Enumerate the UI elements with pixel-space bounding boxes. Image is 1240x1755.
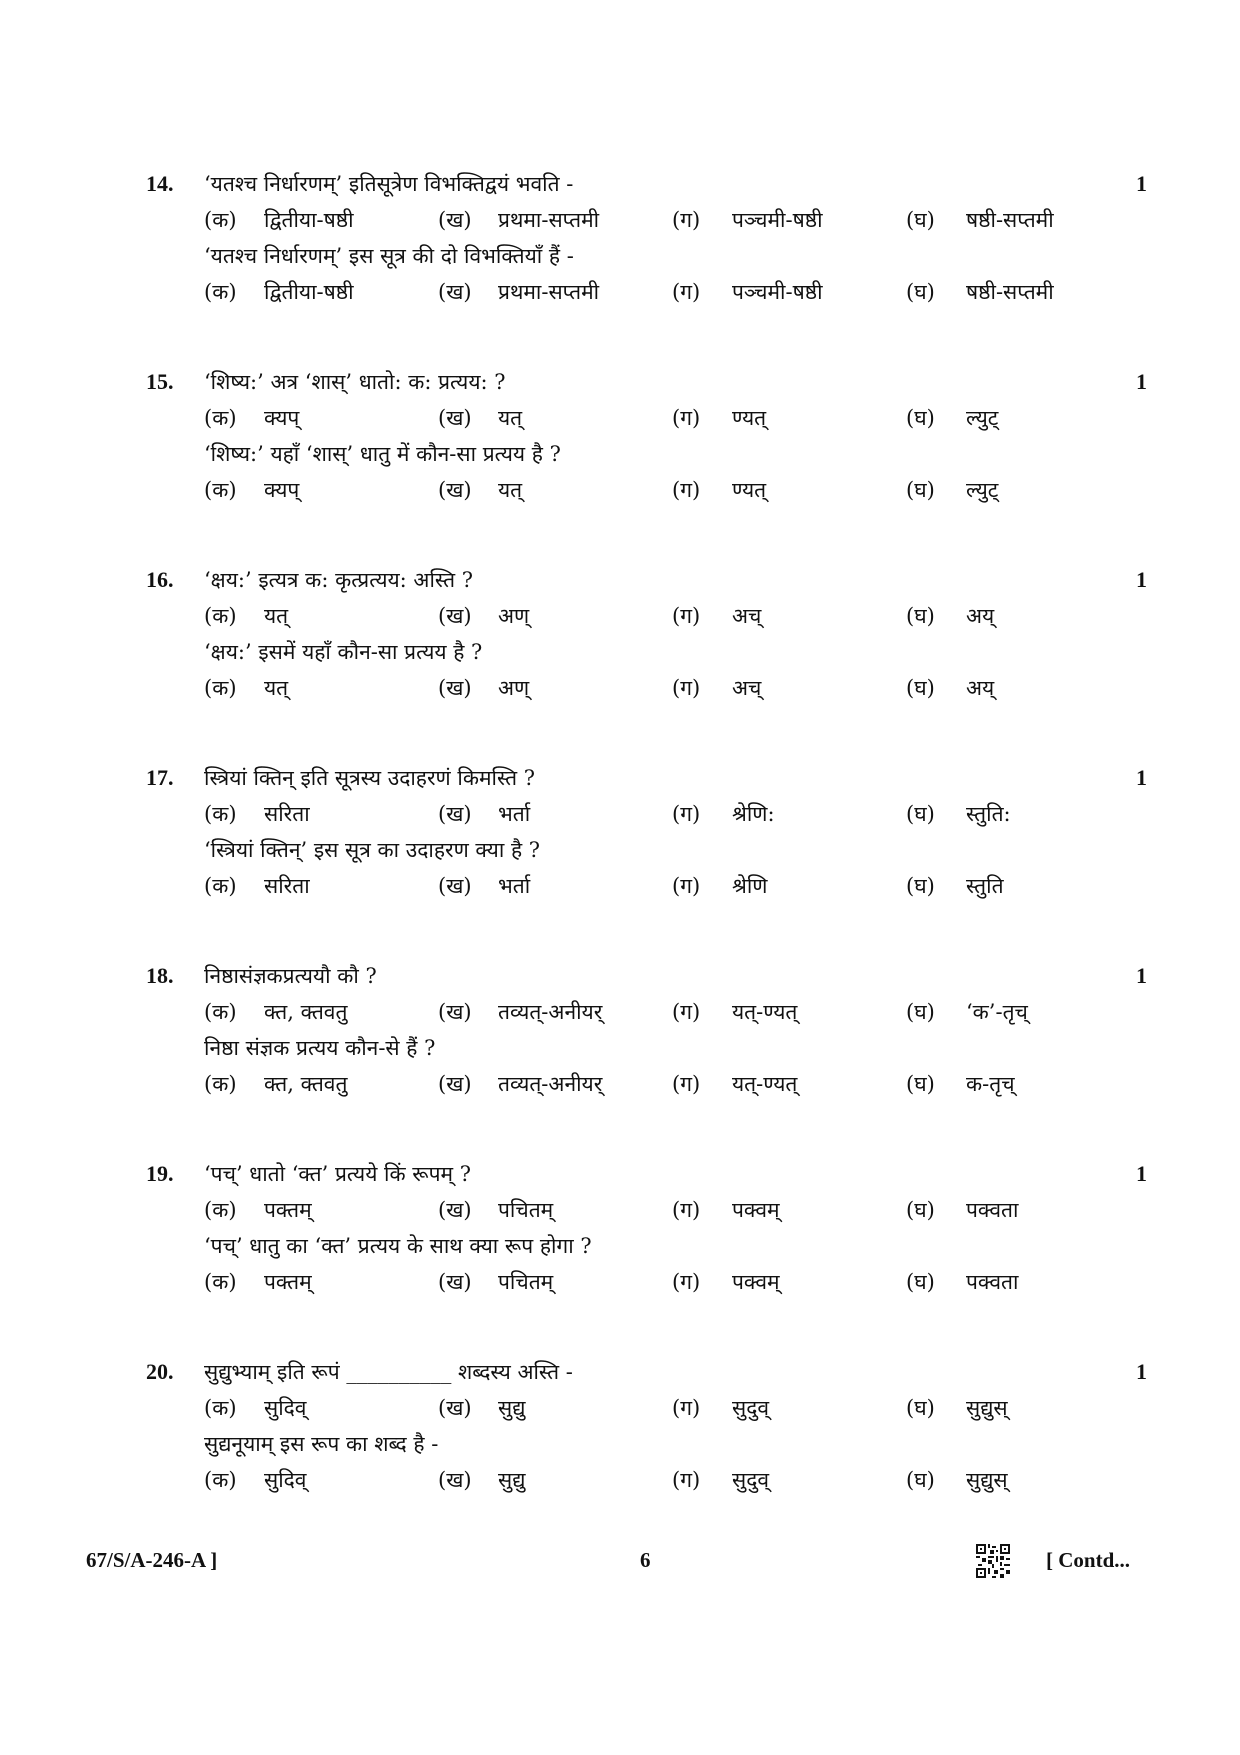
- option-kha: (ख) तव्यत्-अनीयर्: [438, 1072, 603, 1096]
- question-number: 14.: [146, 171, 174, 196]
- question-text-sanskrit: निष्ठासंज्ञकप्रत्ययौ कौ ?: [204, 964, 377, 988]
- question-number: 16.: [146, 567, 174, 592]
- option-ga: (ग) ण्यत्: [672, 406, 767, 430]
- option-ga: (ग) श्रेणि:: [672, 802, 775, 826]
- question-marks: 1: [1136, 765, 1147, 790]
- question-text-hindi: ‘यतश्च निर्धारणम्’ इस सूत्र की दो विभक्तियाँ हैं -: [204, 244, 574, 268]
- question-number: 15.: [146, 369, 174, 394]
- question-marks: 1: [1136, 963, 1147, 988]
- question-number: 17.: [146, 765, 174, 790]
- question-text-hindi: सुद्यनूयाम् इस रूप का शब्द है -: [204, 1432, 439, 1456]
- question-14: [146, 164, 1146, 364]
- option-kha: (ख) यत्: [438, 478, 523, 502]
- options-sanskrit: [204, 200, 1124, 240]
- option-gha: (घ) स्तुति: [906, 874, 1004, 898]
- option-gha: (घ) अय्: [906, 676, 995, 700]
- question-marks: 1: [1136, 567, 1147, 592]
- option-kha: (ख) पचितम्: [438, 1270, 554, 1294]
- option-ga: (ग) पक्वम्: [672, 1198, 780, 1222]
- option-ka: (क) सुदिव्: [204, 1468, 307, 1492]
- option-gha: (घ) ल्युट्: [906, 406, 999, 430]
- option-ga: (ग) अच्: [672, 604, 762, 628]
- option-ka: (क) सरिता: [204, 874, 310, 898]
- option-ka: (क) क्त, क्तवतु: [204, 1072, 348, 1096]
- question-18: [146, 956, 1146, 1156]
- options-sanskrit: [204, 398, 1124, 438]
- option-kha: (ख) प्रथमा-सप्तमी: [438, 280, 600, 304]
- option-kha: (ख) प्रथमा-सप्तमी: [438, 208, 600, 232]
- option-ka: (क) पक्तम्: [204, 1198, 312, 1222]
- option-kha: (ख) अण्: [438, 604, 530, 628]
- qr-code-icon: [976, 1544, 1010, 1578]
- question-text-hindi: ‘पच्’ धातु का ‘क्त’ प्रत्यय के साथ क्या रूप होगा ?: [204, 1234, 592, 1258]
- option-ka: (क) द्वितीया-षष्ठी: [204, 208, 354, 232]
- options-hindi: [204, 668, 1124, 708]
- question-17: [146, 758, 1146, 958]
- question-text-sanskrit: सुद्युभ्याम् इति रूपं __________ शब्दस्य अस्ति -: [204, 1360, 573, 1384]
- question-16: [146, 560, 1146, 760]
- options-sanskrit: [204, 1190, 1124, 1230]
- option-ka: (क) सुदिव्: [204, 1396, 307, 1420]
- option-ga: (ग) अच्: [672, 676, 762, 700]
- question-15: [146, 362, 1146, 562]
- option-ga: (ग) सुदुव्: [672, 1396, 770, 1420]
- question-number: 18.: [146, 963, 174, 988]
- option-ka: (क) पक्तम्: [204, 1270, 312, 1294]
- options-hindi: [204, 272, 1124, 312]
- option-gha: (घ) सुद्युस्: [906, 1468, 1008, 1492]
- option-gha: (घ) पक्वता: [906, 1198, 1019, 1222]
- question-text-hindi: ‘शिष्य:’ यहाँ ‘शास्’ धातु में कौन-सा प्रत्यय है ?: [204, 442, 561, 466]
- option-kha: (ख) पचितम्: [438, 1198, 554, 1222]
- option-kha: (ख) भर्ता: [438, 802, 531, 826]
- option-gha: (घ) ल्युट्: [906, 478, 999, 502]
- option-ga: (ग) श्रेणि: [672, 874, 768, 898]
- question-20: [146, 1352, 1146, 1552]
- option-kha: (ख) भर्ता: [438, 874, 531, 898]
- option-ka: (क) यत्: [204, 676, 289, 700]
- options-sanskrit: [204, 596, 1124, 636]
- option-gha: (घ) ‘क’-तृच्: [906, 1000, 1028, 1024]
- question-text-sanskrit: ‘क्षय:’ इत्यत्र क: कृत्प्रत्यय: अस्ति ?: [204, 568, 473, 592]
- option-gha: (घ) क-तृच्: [906, 1072, 1015, 1096]
- page-footer: [0, 1540, 1240, 1580]
- question-number: 19.: [146, 1161, 174, 1186]
- question-number: 20.: [146, 1359, 174, 1384]
- option-ka: (क) क्यप्: [204, 478, 300, 502]
- option-gha: (घ) सुद्युस्: [906, 1396, 1008, 1420]
- option-ga: (ग) सुदुव्: [672, 1468, 770, 1492]
- option-kha: (ख) यत्: [438, 406, 523, 430]
- option-gha: (घ) षष्ठी-सप्तमी: [906, 280, 1054, 304]
- question-marks: 1: [1136, 369, 1147, 394]
- option-ga: (ग) ण्यत्: [672, 478, 767, 502]
- options-sanskrit: [204, 1388, 1124, 1428]
- option-kha: (ख) तव्यत्-अनीयर्: [438, 1000, 603, 1024]
- option-gha: (घ) पक्वता: [906, 1270, 1019, 1294]
- question-text-hindi: निष्ठा संज्ञक प्रत्यय कौन-से हैं ?: [204, 1036, 436, 1060]
- question-marks: 1: [1136, 1161, 1147, 1186]
- options-hindi: [204, 1262, 1124, 1302]
- options-hindi: [204, 866, 1124, 906]
- paper-code: 67/S/A-246-A ]: [86, 1548, 218, 1572]
- option-ka: (क) क्त, क्तवतु: [204, 1000, 348, 1024]
- continued-label: [ Contd...: [1046, 1548, 1131, 1572]
- option-ka: (क) सरिता: [204, 802, 310, 826]
- option-ka: (क) द्वितीया-षष्ठी: [204, 280, 354, 304]
- option-ga: (ग) पक्वम्: [672, 1270, 780, 1294]
- options-hindi: [204, 470, 1124, 510]
- options-sanskrit: [204, 992, 1124, 1032]
- option-ga: (ग) यत्-ण्यत्: [672, 1072, 798, 1096]
- options-hindi: [204, 1064, 1124, 1104]
- option-ka: (क) यत्: [204, 604, 289, 628]
- options-sanskrit: [204, 794, 1124, 834]
- option-ka: (क) क्यप्: [204, 406, 300, 430]
- option-gha: (घ) षष्ठी-सप्तमी: [906, 208, 1054, 232]
- question-text-hindi: ‘क्षय:’ इसमें यहाँ कौन-सा प्रत्यय है ?: [204, 640, 483, 664]
- option-kha: (ख) अण्: [438, 676, 530, 700]
- question-19: [146, 1154, 1146, 1354]
- question-marks: 1: [1136, 171, 1147, 196]
- options-hindi: [204, 1460, 1124, 1500]
- option-ga: (ग) पञ्चमी-षष्ठी: [672, 280, 823, 304]
- question-text-sanskrit: स्त्रियां क्तिन् इति सूत्रस्य उदाहरणं किमस्ति ?: [204, 766, 536, 790]
- question-text-sanskrit: ‘शिष्य:’ अत्र ‘शास्’ धातो: क: प्रत्यय: ?: [204, 370, 506, 394]
- option-ga: (ग) यत्-ण्यत्: [672, 1000, 798, 1024]
- question-marks: 1: [1136, 1359, 1147, 1384]
- option-ga: (ग) पञ्चमी-षष्ठी: [672, 208, 823, 232]
- option-gha: (घ) अय्: [906, 604, 995, 628]
- page-number: 6: [640, 1548, 651, 1572]
- option-gha: (घ) स्तुति:: [906, 802, 1011, 826]
- question-text-hindi: ‘स्त्रियां क्तिन्’ इस सूत्र का उदाहरण क्या है ?: [204, 838, 541, 862]
- option-kha: (ख) सुद्यु: [438, 1468, 526, 1492]
- question-text-sanskrit: ‘यतश्च निर्धारणम्’ इतिसूत्रेण विभक्तिद्वयं भवति -: [204, 172, 574, 196]
- option-kha: (ख) सुद्यु: [438, 1396, 526, 1420]
- question-text-sanskrit: ‘पच्’ धातो ‘क्त’ प्रत्यये किं रूपम् ?: [204, 1162, 472, 1186]
